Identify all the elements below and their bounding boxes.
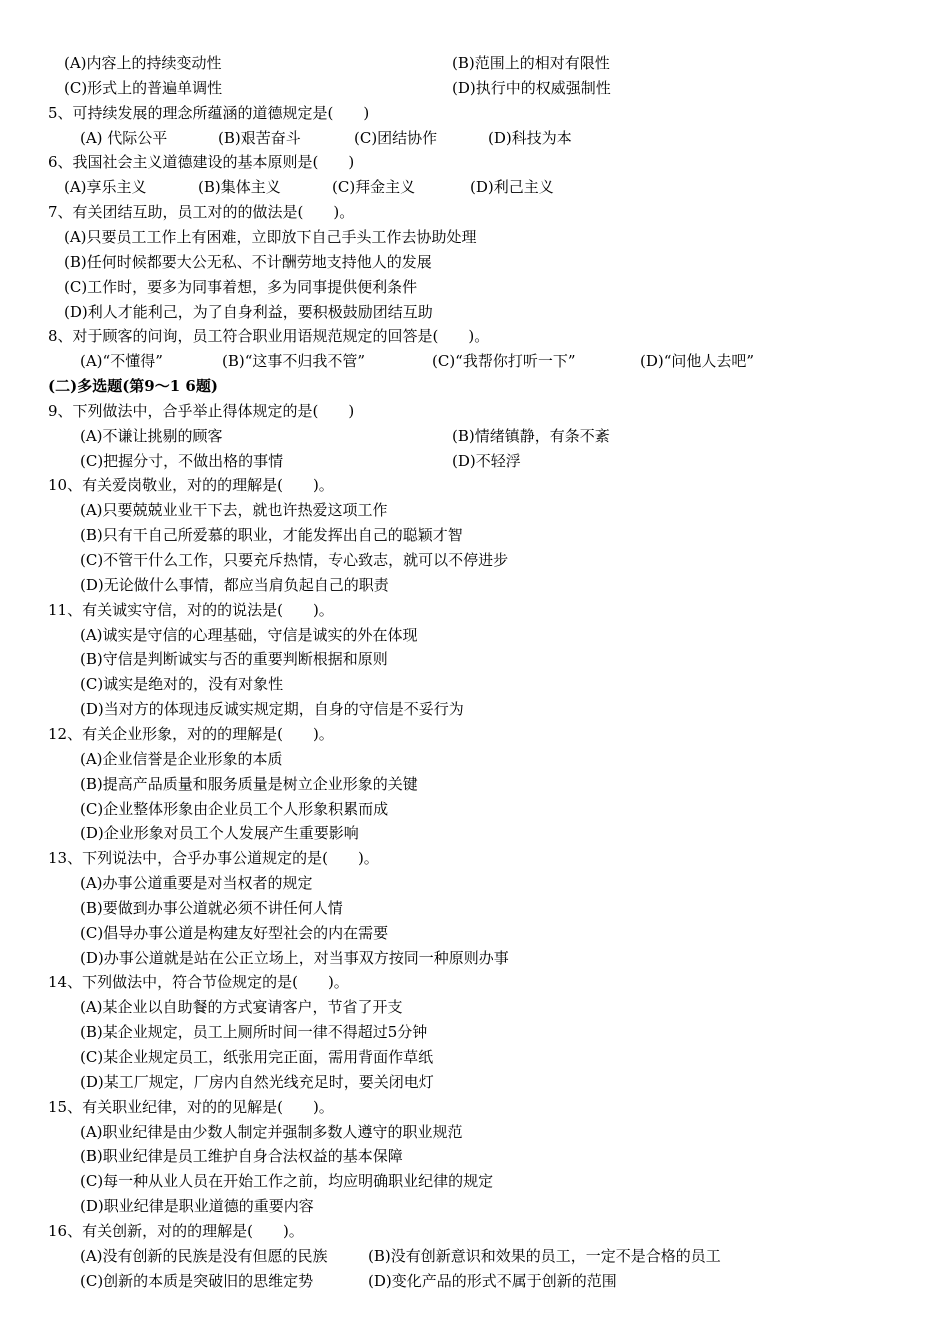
option-line xyxy=(64,52,610,74)
option-text: (C)“我帮你打听一下” xyxy=(432,352,576,371)
option-text: (D)利人才能利己，为了自身利益，要积极鼓励团结互助 xyxy=(64,302,433,321)
option-text: (C)每一种从业人员在开始工作之前，均应明确职业纪律的规定 xyxy=(80,1172,494,1191)
option-text: (C)创新的本质是突破旧的思维定势 xyxy=(80,1271,314,1290)
option-text: (D)不轻浮 xyxy=(452,451,521,470)
option-line xyxy=(64,77,611,99)
option-text: (D)职业纪律是职业道德的重要内容 xyxy=(80,1197,314,1216)
question-line xyxy=(48,201,354,223)
option-text: (B)职业纪律是员工维护自身合法权益的基本保障 xyxy=(80,1147,403,1166)
option-text: (D)执行中的权威强制性 xyxy=(452,78,611,97)
option-line xyxy=(80,350,755,372)
option-text: (B)集体主义 xyxy=(198,178,281,197)
option-text: (B)艰苦奋斗 xyxy=(218,128,301,147)
question-text: 10、有关爱岗敬业，对的的理解是( )。 xyxy=(48,476,334,495)
option-text: (B)只有干自己所爱慕的职业，才能发挥出自己的聪颖才智 xyxy=(80,526,463,545)
option-text: (C)不管干什么工作，只要充斥热情，专心致志，就可以不停进步 xyxy=(80,551,509,569)
question-line xyxy=(48,375,218,397)
option-line xyxy=(80,648,388,670)
option-line xyxy=(80,922,388,944)
option-text: (D)企业形象对员工个人发展产生重要影响 xyxy=(80,824,359,843)
question-line xyxy=(48,1096,334,1118)
option-line xyxy=(80,1170,493,1192)
question-text: (二)多选题(第9～1 6题) xyxy=(48,377,218,396)
option-text: (B)没有创新意识和效果的员工，一定不是合格的员工 xyxy=(368,1246,721,1265)
option-text: (A)职业纪律是由少数人制定并强制多数人遵守的职业规范 xyxy=(80,1122,463,1141)
question-line xyxy=(48,599,334,621)
option-text: (C)诚实是绝对的，没有对象性 xyxy=(80,675,284,694)
question-line xyxy=(48,151,354,173)
option-line xyxy=(80,1195,314,1217)
option-line xyxy=(80,450,521,472)
option-text: (A)不谦让挑剔的顾客 xyxy=(80,426,223,445)
option-line xyxy=(64,301,433,323)
option-text: (D)变化产品的形式不属于创新的范围 xyxy=(368,1271,617,1290)
question-text: 5、可持续发展的理念所蕴涵的道德规定是( ) xyxy=(48,103,370,122)
option-line xyxy=(80,872,313,894)
option-line xyxy=(80,1145,403,1167)
option-line xyxy=(80,897,343,919)
option-text: (D)利己主义 xyxy=(470,178,554,197)
question-line xyxy=(48,847,379,869)
question-text: 13、下列说法中，合乎办事公道规定的是( )。 xyxy=(48,849,379,868)
option-text: (A)享乐主义 xyxy=(64,178,147,197)
question-text: 7、有关团结互助，员工对的的做法是( )。 xyxy=(48,203,355,222)
option-line xyxy=(80,127,572,149)
option-text: (D)“问他人去吧” xyxy=(640,352,755,371)
option-line xyxy=(80,773,418,795)
question-line xyxy=(48,474,334,496)
option-text: (D)某工厂规定，厂房内自然光线充足时，要关闭电灯 xyxy=(80,1072,434,1091)
option-text: (A)“不懂得” xyxy=(80,352,163,371)
option-line xyxy=(80,996,403,1018)
option-line xyxy=(80,624,418,646)
option-text: (C)企业整体形象由企业员工个人形象积累而成 xyxy=(80,799,389,818)
option-line xyxy=(64,176,554,198)
option-line xyxy=(80,1071,434,1093)
option-line xyxy=(80,524,463,546)
option-text: (B)守信是判断诚实与否的重要判断根据和原则 xyxy=(80,650,388,669)
option-line xyxy=(64,226,477,248)
question-line xyxy=(48,325,489,347)
option-line xyxy=(80,499,388,521)
option-line xyxy=(80,822,359,844)
option-text: (A)诚实是守信的心理基础，守信是诚实的外在体现 xyxy=(80,625,418,644)
option-text: (B)范围上的相对有限性 xyxy=(452,54,610,72)
option-text: (C)倡导办事公道是构建友好型社会的内在需要 xyxy=(80,923,389,942)
option-text: (A)只要员工工作上有困难，立即放下自己手头工作去协助处理 xyxy=(64,227,477,246)
option-line xyxy=(80,673,283,695)
option-line xyxy=(80,748,283,770)
option-text: (C)工作时，要多为同事着想，多为同事提供便利条件 xyxy=(64,277,418,296)
option-text: (B)情绪镇静，有条不紊 xyxy=(452,426,610,445)
question-text: 14、下列做法中，符合节俭规定的是( )。 xyxy=(48,973,349,992)
question-text: 6、我国社会主义道德建设的基本原则是( ) xyxy=(48,153,355,172)
option-line xyxy=(80,1021,427,1043)
option-text: (C)拜金主义 xyxy=(332,178,416,197)
option-line xyxy=(80,425,610,447)
option-text: (D)当对方的体现违反诚实规定期，自身的守信是不妥行为 xyxy=(80,700,464,719)
option-text: (A)内容上的持续变动性 xyxy=(64,54,222,72)
option-text: (D)无论做什么事情，都应当肩负起自己的职责 xyxy=(80,575,389,594)
option-line xyxy=(80,698,464,720)
question-line xyxy=(48,1220,304,1242)
option-line xyxy=(80,798,388,820)
option-line xyxy=(80,574,389,596)
option-text: (A)没有创新的民族是没有但愿的民族 xyxy=(80,1246,328,1265)
question-text: 11、有关诚实守信，对的的说法是( )。 xyxy=(48,600,334,619)
option-text: (B)“这事不归我不管” xyxy=(222,352,366,371)
question-text: 9、下列做法中，合乎举止得体规定的是( ) xyxy=(48,401,355,420)
option-text: (B)要做到办事公道就必须不讲任何人情 xyxy=(80,898,343,917)
option-line xyxy=(64,276,417,298)
option-line xyxy=(80,1245,721,1267)
question-line xyxy=(48,971,349,993)
question-text: 12、有关企业形象，对的的理解是( )。 xyxy=(48,724,334,743)
option-text: (A)只要兢兢业业干下去，就也许热爱这项工作 xyxy=(80,501,388,520)
option-text: (A) 代际公平 xyxy=(80,128,168,147)
question-line xyxy=(48,400,354,422)
option-text: (B)任何时候都要大公无私、不计酬劳地支持他人的发展 xyxy=(64,252,432,271)
option-text: (A)企业信誉是企业形象的本质 xyxy=(80,749,283,768)
option-line xyxy=(80,1121,463,1143)
question-line xyxy=(48,723,334,745)
option-text: (A)办事公道重要是对当权者的规定 xyxy=(80,874,313,893)
option-line xyxy=(80,947,509,969)
option-line xyxy=(64,251,432,273)
question-text: 8、对于顾客的问询，员工符合职业用语规范规定的回答是( )。 xyxy=(48,327,490,346)
question-line xyxy=(48,102,369,124)
question-text: 16、有关创新，对的的理解是( )。 xyxy=(48,1221,304,1240)
option-text: (C)某企业规定员工，纸张用完正面，需用背面作草纸 xyxy=(80,1048,434,1066)
option-line xyxy=(80,549,508,571)
option-line xyxy=(80,1270,617,1292)
question-text: 15、有关职业纪律，对的的见解是( )。 xyxy=(48,1097,334,1116)
option-text: (D)科技为本 xyxy=(488,128,572,147)
option-text: (C)团结协作 xyxy=(354,128,438,147)
option-text: (B)提高产品质量和服务质量是树立企业形象的关键 xyxy=(80,774,418,793)
option-text: (A)某企业以自助餐的方式宴请客户，节省了开支 xyxy=(80,998,403,1017)
option-text: (B)某企业规定，员工上厕所时间一律不得超过5分钟 xyxy=(80,1023,428,1042)
option-text: (C)把握分寸，不做出格的事情 xyxy=(80,451,284,470)
option-line xyxy=(80,1046,433,1068)
option-text: (D)办事公道就是站在公正立场上，对当事双方按同一种原则办事 xyxy=(80,948,509,967)
option-text: (C)形式上的普遍单调性 xyxy=(64,78,223,97)
